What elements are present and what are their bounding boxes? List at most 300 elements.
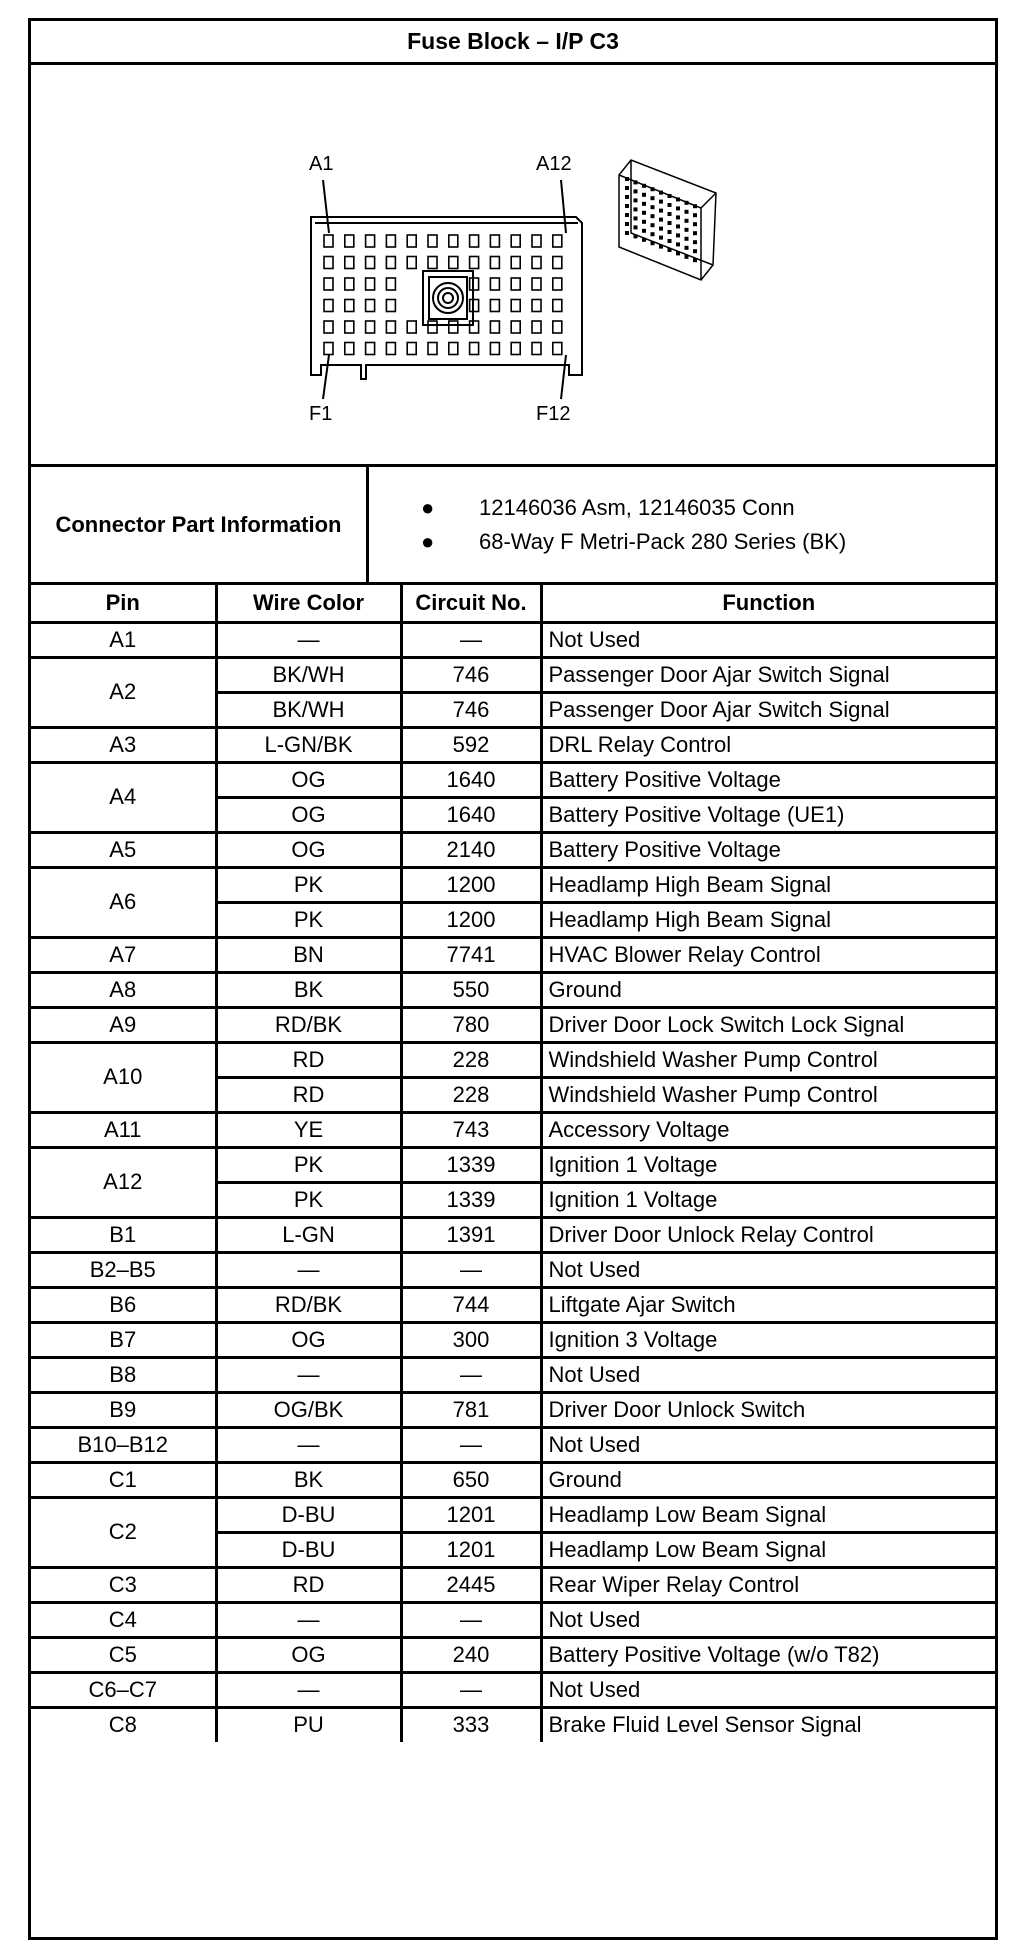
table-row	[31, 1462, 995, 1497]
circuit-number-cell: 650	[401, 1462, 541, 1497]
pin-cavity	[345, 321, 354, 333]
pin-cavity	[386, 257, 395, 269]
pin-cell: A11	[31, 1112, 216, 1147]
pin-cavity	[490, 321, 499, 333]
wire-color-cell: PU	[216, 1707, 401, 1742]
pin-cavity	[428, 343, 437, 355]
pin-cavity	[511, 278, 520, 290]
pin-cavity	[490, 300, 499, 312]
circuit-number-cell: 228	[401, 1077, 541, 1112]
mini-pin	[668, 239, 672, 243]
connector-info-text: 68-Way F Metri-Pack 280 Series (BK)	[479, 528, 847, 554]
pin-cell: A5	[31, 832, 216, 867]
function-cell: Headlamp High Beam Signal	[541, 867, 995, 902]
pin-cell: B8	[31, 1357, 216, 1392]
wire-color-cell: —	[216, 1602, 401, 1637]
pin-cell: B9	[31, 1392, 216, 1427]
wire-color-cell: OG	[216, 797, 401, 832]
pin-cavity	[470, 257, 479, 269]
wire-color-cell: OG	[216, 832, 401, 867]
circuit-number-cell: 1640	[401, 762, 541, 797]
pin-cavity	[449, 343, 458, 355]
mini-pin	[685, 210, 689, 214]
label-f1: F1	[309, 403, 333, 425]
label-a1: A1	[309, 153, 334, 175]
mini-pin	[625, 177, 629, 181]
mini-pin	[693, 231, 697, 235]
circuit-number-cell: 228	[401, 1042, 541, 1077]
connector-diagram	[31, 65, 995, 467]
mini-pin	[642, 229, 646, 233]
pin-cavity	[366, 278, 375, 290]
mini-pin	[685, 246, 689, 250]
mini-pin	[642, 193, 646, 197]
pin-cavity	[553, 278, 562, 290]
mini-pin	[642, 220, 646, 224]
mini-pin	[625, 204, 629, 208]
pin-cavity	[490, 343, 499, 355]
page-title: Fuse Block – I/P C3	[31, 21, 995, 65]
wire-color-cell: —	[216, 1357, 401, 1392]
circuit-number-cell: —	[401, 622, 541, 657]
mini-pin	[693, 222, 697, 226]
mini-pin	[668, 221, 672, 225]
circuit-number-cell: 1201	[401, 1497, 541, 1532]
mini-pin	[685, 201, 689, 205]
connector-info-list	[369, 467, 995, 582]
mini-pin	[685, 219, 689, 223]
mini-pin	[659, 236, 663, 240]
wire-color-cell: RD	[216, 1567, 401, 1602]
circuit-number-cell: 300	[401, 1322, 541, 1357]
mini-pin	[642, 202, 646, 206]
mini-pin	[693, 213, 697, 217]
pin-cell: B7	[31, 1322, 216, 1357]
pin-cavity	[324, 321, 333, 333]
mini-pin	[625, 213, 629, 217]
mini-pin	[651, 232, 655, 236]
pin-cell: A12	[31, 1147, 216, 1217]
connector-part-information	[31, 467, 995, 585]
table-row	[31, 1112, 995, 1147]
mini-pin	[634, 207, 638, 211]
mini-pin	[634, 234, 638, 238]
circuit-number-cell: 1339	[401, 1182, 541, 1217]
circuit-number-cell: 780	[401, 1007, 541, 1042]
wire-color-cell: OG/BK	[216, 1392, 401, 1427]
function-cell: Ignition 3 Voltage	[541, 1322, 995, 1357]
function-cell: Headlamp High Beam Signal	[541, 902, 995, 937]
table-row	[31, 1707, 995, 1742]
pin-cavity	[553, 321, 562, 333]
pin-cavity	[386, 278, 395, 290]
table-row	[31, 657, 995, 692]
table-header-row	[31, 585, 995, 622]
pin-cavity	[345, 300, 354, 312]
pin-cell: B6	[31, 1287, 216, 1322]
circuit-number-cell: 1200	[401, 902, 541, 937]
mini-pin	[651, 205, 655, 209]
pin-cavity	[407, 321, 416, 333]
wire-color-cell: —	[216, 1252, 401, 1287]
table-row	[31, 832, 995, 867]
pin-cavity	[553, 300, 562, 312]
mini-pin	[642, 238, 646, 242]
pin-cavity	[324, 257, 333, 269]
pin-cell: B2–B5	[31, 1252, 216, 1287]
function-cell: Ignition 1 Voltage	[541, 1182, 995, 1217]
function-cell: Not Used	[541, 1427, 995, 1462]
wire-color-cell: BK	[216, 1462, 401, 1497]
table-row	[31, 1392, 995, 1427]
mini-pin	[685, 228, 689, 232]
pin-cavity	[511, 300, 520, 312]
wire-color-cell: —	[216, 1427, 401, 1462]
pin-cell: C1	[31, 1462, 216, 1497]
pin-cavity	[386, 321, 395, 333]
pin-cavity	[511, 257, 520, 269]
circuit-number-cell: 744	[401, 1287, 541, 1322]
mini-pin	[685, 255, 689, 259]
mini-pin	[659, 245, 663, 249]
wire-color-cell: BK/WH	[216, 692, 401, 727]
pin-cavity	[324, 235, 333, 247]
circuit-number-cell: 240	[401, 1637, 541, 1672]
pin-cavity	[490, 278, 499, 290]
table-row	[31, 1497, 995, 1532]
pin-cavity	[345, 278, 354, 290]
wire-color-cell: PK	[216, 867, 401, 902]
mini-pin	[659, 200, 663, 204]
wire-color-cell: PK	[216, 1147, 401, 1182]
pin-cavity	[553, 343, 562, 355]
pin-cavity	[490, 257, 499, 269]
mini-pin	[676, 197, 680, 201]
pin-cell: A9	[31, 1007, 216, 1042]
pin-cavity	[366, 257, 375, 269]
wire-color-cell: —	[216, 622, 401, 657]
pin-cell: B10–B12	[31, 1427, 216, 1462]
table-row	[31, 1252, 995, 1287]
wire-color-cell: OG	[216, 1322, 401, 1357]
function-cell: Passenger Door Ajar Switch Signal	[541, 657, 995, 692]
mini-pin	[659, 209, 663, 213]
mini-pin	[685, 237, 689, 241]
mini-pin	[693, 249, 697, 253]
table-row	[31, 1637, 995, 1672]
pin-cavity	[449, 321, 458, 333]
circuit-number-cell: 2445	[401, 1567, 541, 1602]
pin-cell: A7	[31, 937, 216, 972]
pin-cell: A1	[31, 622, 216, 657]
mini-pin	[676, 215, 680, 219]
connector-info-text: 12146036 Asm, 12146035 Conn	[479, 494, 795, 520]
mini-pin	[668, 203, 672, 207]
circuit-number-cell: —	[401, 1672, 541, 1707]
mini-pin	[642, 211, 646, 215]
pin-cell: C8	[31, 1707, 216, 1742]
pin-cell: A10	[31, 1042, 216, 1112]
mini-pin	[693, 240, 697, 244]
function-cell: HVAC Blower Relay Control	[541, 937, 995, 972]
function-cell: Ground	[541, 1462, 995, 1497]
connector-info-item	[421, 529, 995, 555]
header-pin: Pin	[31, 585, 216, 622]
table-row	[31, 1217, 995, 1252]
mini-pin	[676, 206, 680, 210]
circuit-number-cell: 1640	[401, 797, 541, 832]
mini-pin	[651, 223, 655, 227]
mini-pin	[625, 231, 629, 235]
circuit-number-cell: —	[401, 1357, 541, 1392]
pin-cavity	[366, 300, 375, 312]
wire-color-cell: —	[216, 1672, 401, 1707]
wire-color-cell: BK	[216, 972, 401, 1007]
mini-pin	[668, 248, 672, 252]
table-row	[31, 1007, 995, 1042]
function-cell: Battery Positive Voltage (w/o T82)	[541, 1637, 995, 1672]
pin-cavity	[324, 343, 333, 355]
function-cell: Rear Wiper Relay Control	[541, 1567, 995, 1602]
pin-cavity	[366, 235, 375, 247]
mini-pin	[634, 216, 638, 220]
pin-cell: A6	[31, 867, 216, 937]
mini-pin	[642, 184, 646, 188]
wire-color-cell: PK	[216, 1182, 401, 1217]
label-a12: A12	[536, 153, 572, 175]
table-row	[31, 727, 995, 762]
function-cell: Headlamp Low Beam Signal	[541, 1532, 995, 1567]
pin-cell: C5	[31, 1637, 216, 1672]
circuit-number-cell: —	[401, 1602, 541, 1637]
mini-pin	[676, 251, 680, 255]
mini-pin	[668, 194, 672, 198]
table-row	[31, 1322, 995, 1357]
mini-pin	[693, 258, 697, 262]
pin-cavity	[366, 343, 375, 355]
mini-pin	[651, 196, 655, 200]
function-cell: Ground	[541, 972, 995, 1007]
connector-face-drawing	[31, 65, 995, 464]
label-f12: F12	[536, 403, 571, 425]
pin-cavity	[470, 300, 479, 312]
table-row	[31, 972, 995, 1007]
function-cell: Brake Fluid Level Sensor Signal	[541, 1707, 995, 1742]
pin-cell: A8	[31, 972, 216, 1007]
pin-cavity	[532, 278, 541, 290]
function-cell: Battery Positive Voltage	[541, 832, 995, 867]
connector-3d-pin-grid	[625, 177, 697, 262]
circuit-number-cell: 333	[401, 1707, 541, 1742]
pin-cell: C6–C7	[31, 1672, 216, 1707]
pin-cavity	[386, 343, 395, 355]
table-row	[31, 1672, 995, 1707]
function-cell: Driver Door Lock Switch Lock Signal	[541, 1007, 995, 1042]
function-cell: DRL Relay Control	[541, 727, 995, 762]
pin-cavity	[345, 257, 354, 269]
wire-color-cell: RD/BK	[216, 1007, 401, 1042]
function-cell: Windshield Washer Pump Control	[541, 1042, 995, 1077]
wire-color-cell: RD/BK	[216, 1287, 401, 1322]
table-row	[31, 762, 995, 797]
connector-info-label: Connector Part Information	[31, 467, 369, 582]
circuit-number-cell: 746	[401, 692, 541, 727]
mini-pin	[651, 187, 655, 191]
connector-info-item	[421, 495, 995, 521]
mini-pin	[625, 222, 629, 226]
mini-pin	[625, 195, 629, 199]
circuit-number-cell: 2140	[401, 832, 541, 867]
circuit-number-cell: 743	[401, 1112, 541, 1147]
function-cell: Driver Door Unlock Switch	[541, 1392, 995, 1427]
mini-pin	[693, 204, 697, 208]
pin-cavity	[470, 278, 479, 290]
bullet-icon: ●	[421, 528, 435, 554]
function-cell: Accessory Voltage	[541, 1112, 995, 1147]
circuit-number-cell: 592	[401, 727, 541, 762]
function-cell: Headlamp Low Beam Signal	[541, 1497, 995, 1532]
circuit-number-cell: —	[401, 1427, 541, 1462]
function-cell: Battery Positive Voltage	[541, 762, 995, 797]
table-row	[31, 1427, 995, 1462]
pin-cavity	[366, 321, 375, 333]
function-cell: Not Used	[541, 1672, 995, 1707]
circuit-number-cell: 1200	[401, 867, 541, 902]
mini-pin	[668, 230, 672, 234]
mini-pin	[676, 242, 680, 246]
mini-pin	[625, 186, 629, 190]
pin-cavity	[345, 235, 354, 247]
mini-pin	[651, 241, 655, 245]
mini-pin	[676, 224, 680, 228]
function-cell: Not Used	[541, 1602, 995, 1637]
function-cell: Not Used	[541, 1252, 995, 1287]
pin-cell: C3	[31, 1567, 216, 1602]
pinout-table-body	[31, 622, 995, 1742]
pin-cavity	[511, 235, 520, 247]
pin-cavity	[407, 257, 416, 269]
function-cell: Passenger Door Ajar Switch Signal	[541, 692, 995, 727]
pin-cell: A3	[31, 727, 216, 762]
mini-pin	[659, 218, 663, 222]
wire-color-cell: RD	[216, 1042, 401, 1077]
pin-cavity	[553, 235, 562, 247]
pin-cavity	[470, 343, 479, 355]
wire-color-cell: YE	[216, 1112, 401, 1147]
table-row	[31, 1042, 995, 1077]
circuit-number-cell: —	[401, 1252, 541, 1287]
mini-pin	[634, 180, 638, 184]
circuit-number-cell: 550	[401, 972, 541, 1007]
function-cell: Windshield Washer Pump Control	[541, 1077, 995, 1112]
table-row	[31, 1567, 995, 1602]
wire-color-cell: L-GN/BK	[216, 727, 401, 762]
pin-cell: C4	[31, 1602, 216, 1637]
pin-cavity	[324, 278, 333, 290]
pin-cavity	[428, 235, 437, 247]
function-cell: Liftgate Ajar Switch	[541, 1287, 995, 1322]
table-row	[31, 622, 995, 657]
pinout-table	[31, 585, 995, 1742]
function-cell: Driver Door Unlock Relay Control	[541, 1217, 995, 1252]
wire-color-cell: L-GN	[216, 1217, 401, 1252]
header-circuit-no: Circuit No.	[401, 585, 541, 622]
mini-pin	[634, 198, 638, 202]
wire-color-cell: PK	[216, 902, 401, 937]
circuit-number-cell: 7741	[401, 937, 541, 972]
pin-cavity	[470, 235, 479, 247]
pin-cavity	[470, 321, 479, 333]
connector-sheet	[28, 18, 998, 1940]
function-cell: Battery Positive Voltage (UE1)	[541, 797, 995, 832]
mini-pin	[668, 212, 672, 216]
mini-pin	[676, 233, 680, 237]
mini-pin	[659, 191, 663, 195]
pin-cavity	[449, 235, 458, 247]
function-cell: Not Used	[541, 1357, 995, 1392]
header-function: Function	[541, 585, 995, 622]
pin-cavity	[345, 343, 354, 355]
table-row	[31, 1287, 995, 1322]
pin-cell: C2	[31, 1497, 216, 1567]
pin-cavity	[490, 235, 499, 247]
pin-grid	[324, 235, 562, 355]
pin-cell: A2	[31, 657, 216, 727]
wire-color-cell: D-BU	[216, 1532, 401, 1567]
circuit-number-cell: 746	[401, 657, 541, 692]
pin-cavity	[532, 257, 541, 269]
pin-cell: A4	[31, 762, 216, 832]
circuit-number-cell: 1201	[401, 1532, 541, 1567]
mini-pin	[634, 189, 638, 193]
table-row	[31, 1602, 995, 1637]
mini-pin	[659, 227, 663, 231]
pin-cavity	[532, 343, 541, 355]
header-wire-color: Wire Color	[216, 585, 401, 622]
mini-pin	[634, 225, 638, 229]
pin-cavity	[511, 321, 520, 333]
wire-color-cell: D-BU	[216, 1497, 401, 1532]
function-cell: Ignition 1 Voltage	[541, 1147, 995, 1182]
pin-cavity	[532, 235, 541, 247]
table-row	[31, 867, 995, 902]
wire-color-cell: OG	[216, 762, 401, 797]
function-cell: Not Used	[541, 622, 995, 657]
pin-cavity	[407, 343, 416, 355]
pin-cavity	[324, 300, 333, 312]
pin-cavity	[532, 321, 541, 333]
pin-cavity	[511, 343, 520, 355]
pin-cavity	[428, 321, 437, 333]
table-row	[31, 1357, 995, 1392]
wire-color-cell: RD	[216, 1077, 401, 1112]
circuit-number-cell: 1391	[401, 1217, 541, 1252]
wire-color-cell: OG	[216, 1637, 401, 1672]
pin-cavity	[532, 300, 541, 312]
circuit-number-cell: 781	[401, 1392, 541, 1427]
pin-cavity	[449, 257, 458, 269]
pin-cavity	[386, 300, 395, 312]
pin-cavity	[407, 235, 416, 247]
table-row	[31, 937, 995, 972]
table-row	[31, 1147, 995, 1182]
mini-pin	[651, 214, 655, 218]
circuit-number-cell: 1339	[401, 1147, 541, 1182]
pin-cell: B1	[31, 1217, 216, 1252]
wire-color-cell: BN	[216, 937, 401, 972]
pin-cavity	[428, 257, 437, 269]
bullet-icon: ●	[421, 494, 435, 520]
